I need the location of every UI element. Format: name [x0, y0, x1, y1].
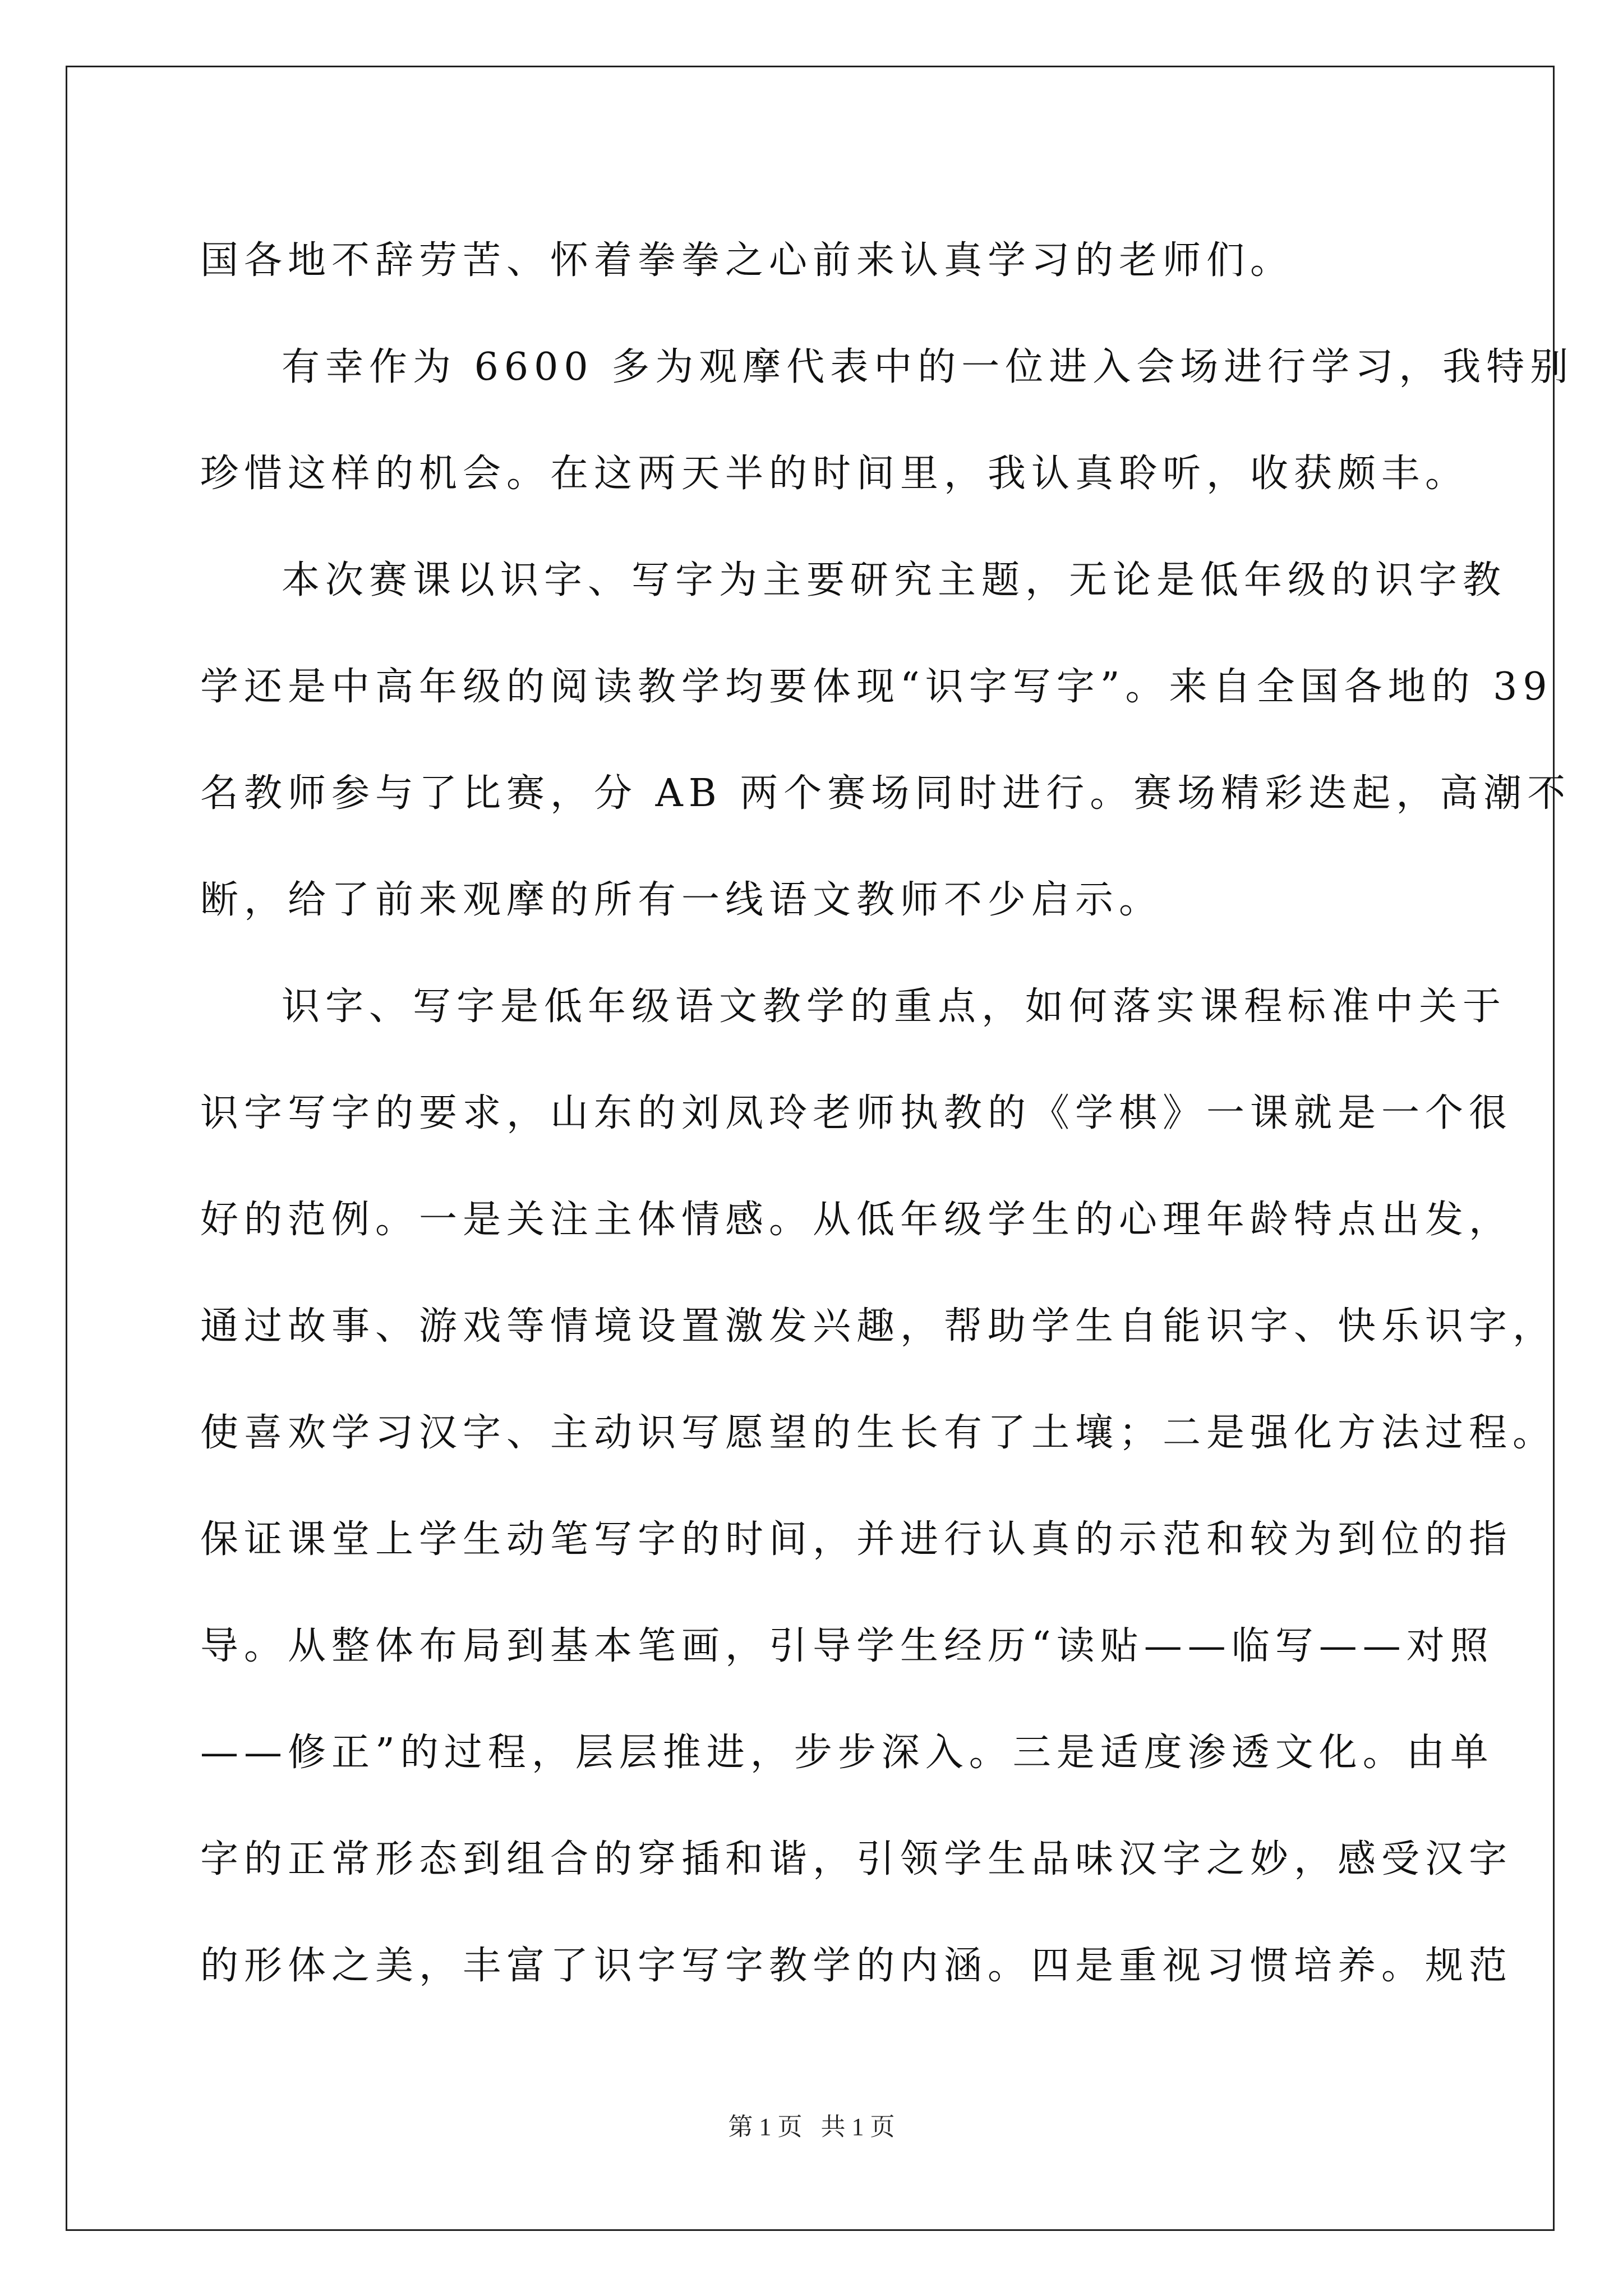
document-body	[200, 208, 1574, 2019]
text-line: 使喜欢学习汉字、主动识写愿望的生长有了土壤；二是强化方法过程。	[200, 1411, 1557, 1455]
text-line: 的形体之美，丰富了识字写字教学的内涵。四是重视习惯培养。规范	[200, 1944, 1513, 1988]
text-line: 珍惜这样的机会。在这两天半的时间里，我认真聆听，收获颇丰。	[200, 452, 1469, 496]
text-line: 好的范例。一是关注主体情感。从低年级学生的心理年龄特点出发，	[200, 1198, 1513, 1242]
text-line: 导。从整体布局到基本笔画，引导学生经历“读贴——临写——对照	[200, 1624, 1494, 1668]
text-line: 学还是中高年级的阅读教学均要体现“识字写字”。来自全国各地的 39	[200, 665, 1553, 709]
text-line: 通过故事、游戏等情境设置激发兴趣，帮助学生自能识字、快乐识字，	[200, 1304, 1557, 1349]
text-line: 断，给了前来观摩的所有一线语文教师不少启示。	[200, 878, 1163, 922]
text-line: ——修正”的过程，层层推进，步步深入。三是适度渗透文化。由单	[200, 1731, 1494, 1775]
page-footer: 第 1 页 共 1 页	[728, 2113, 895, 2141]
text-line: 识字写字的要求，山东的刘凤玲老师执教的《学棋》一课就是一个很	[200, 1091, 1513, 1135]
text-line: 字的正常形态到组合的穿插和谐，引领学生品味汉字之妙，感受汉字	[200, 1837, 1513, 1881]
text-line: 本次赛课以识字、写字为主要研究主题，无论是低年级的识字教	[282, 558, 1507, 602]
text-line: 识字、写字是低年级语文教学的重点，如何落实课程标准中关于	[282, 984, 1507, 1029]
text-line: 保证课堂上学生动笔写字的时间，并进行认真的示范和较为到位的指	[200, 1517, 1513, 1562]
text-line: 名教师参与了比赛，分 AB 两个赛场同时进行。赛场精彩迭起，高潮不	[200, 771, 1571, 816]
text-line: 国各地不辞劳苦、怀着拳拳之心前来认真学习的老师们。	[200, 238, 1294, 283]
text-line: 有幸作为 6600 多为观摩代表中的一位进入会场进行学习，我特别	[282, 345, 1574, 389]
